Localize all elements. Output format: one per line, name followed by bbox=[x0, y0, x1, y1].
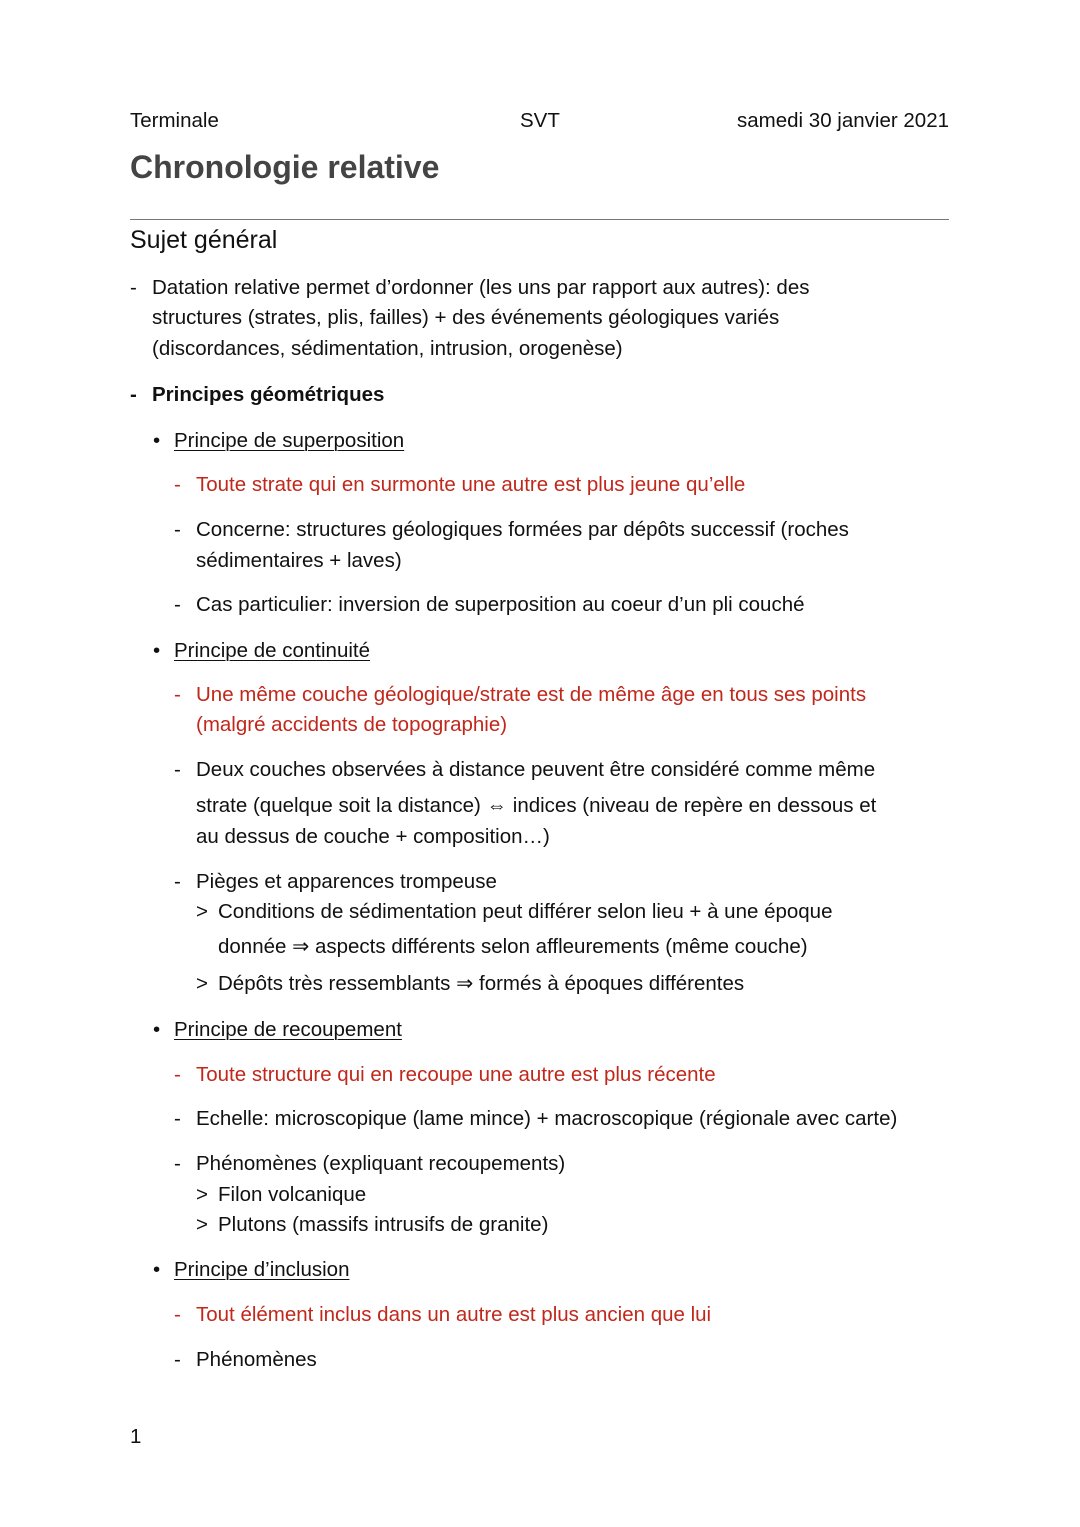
note-line: Pièges et apparences trompeuse bbox=[196, 870, 497, 893]
note-line: Phénomènes bbox=[196, 1348, 317, 1371]
sub-note-line: Conditions de sédimentation peut différer selon lieu + à une époque bbox=[218, 900, 833, 923]
dash-marker: - bbox=[174, 683, 181, 706]
sub-note-line: Plutons (massifs intrusifs de granite) bbox=[218, 1213, 549, 1236]
principle-title: Principe d’inclusion bbox=[174, 1258, 350, 1281]
dash-marker: - bbox=[174, 1152, 181, 1175]
dash-marker: - bbox=[174, 870, 181, 893]
principle-statement: Tout élément inclus dans un autre est plus ancien que lui bbox=[196, 1303, 712, 1326]
page-title: Chronologie relative bbox=[130, 149, 440, 185]
note-line: au dessus de couche + composition…) bbox=[196, 825, 550, 848]
principle-statement: Toute strate qui en surmonte une autre est plus jeune qu’elle bbox=[196, 473, 746, 496]
header-subject: SVT bbox=[520, 109, 560, 132]
subheading: Principes géométriques bbox=[152, 383, 385, 406]
divider bbox=[130, 219, 949, 220]
sub-note-line: donnée ⇒ aspects différents selon affleurements (même couche) bbox=[218, 935, 808, 958]
bullet-marker: • bbox=[153, 1258, 161, 1281]
principle-statement: Toute structure qui en recoupe une autre est plus récente bbox=[196, 1063, 716, 1086]
note-line: Cas particulier: inversion de superposition au coeur d’un pli couché bbox=[196, 593, 805, 616]
dash-marker: - bbox=[130, 383, 137, 406]
dash-marker: - bbox=[174, 1063, 181, 1086]
sub-note-line: Dépôts très ressemblants ⇒ formés à époques différentes bbox=[218, 972, 745, 995]
arrow-marker: > bbox=[196, 972, 208, 995]
principle-statement: Une même couche géologique/strate est de même âge en tous ses points bbox=[196, 683, 867, 706]
note-line: strate (quelque soit la distance) ⇔ indices (niveau de repère en dessous et bbox=[196, 794, 877, 817]
principle-title: Principe de superposition bbox=[174, 429, 405, 452]
dash-marker: - bbox=[174, 758, 181, 781]
arrow-marker: > bbox=[196, 1213, 208, 1236]
bullet-marker: • bbox=[153, 1018, 161, 1041]
note-line: sédimentaires + laves) bbox=[196, 549, 402, 572]
page-number: 1 bbox=[130, 1425, 142, 1448]
note-line: Echelle: microscopique (lame mince) + macroscopique (régionale avec carte) bbox=[196, 1107, 898, 1130]
principle-title: Principe de continuité bbox=[174, 639, 371, 662]
dash-marker: - bbox=[130, 276, 137, 299]
intro-line: Datation relative permet d’ordonner (les uns par rapport aux autres): des bbox=[152, 276, 810, 299]
dash-marker: - bbox=[174, 1107, 181, 1130]
note-line: Phénomènes (expliquant recoupements) bbox=[196, 1152, 566, 1175]
dash-marker: - bbox=[174, 1348, 181, 1371]
note-line: Concerne: structures géologiques formées par dépôts successif (roches bbox=[196, 518, 849, 541]
arrow-marker: > bbox=[196, 1183, 208, 1206]
bullet-marker: • bbox=[153, 429, 161, 452]
intro-line: (discordances, sédimentation, intrusion, orogenèse) bbox=[152, 337, 623, 360]
note-line: Deux couches observées à distance peuvent être considéré comme même bbox=[196, 758, 876, 781]
intro-line: structures (strates, plis, failles) + des événements géologiques variés bbox=[152, 306, 780, 329]
header-class: Terminale bbox=[130, 109, 219, 132]
section-title: Sujet général bbox=[130, 226, 278, 254]
dash-marker: - bbox=[174, 518, 181, 541]
dash-marker: - bbox=[174, 1303, 181, 1326]
principle-statement: (malgré accidents de topographie) bbox=[196, 713, 508, 736]
principle-title: Principe de recoupement bbox=[174, 1018, 402, 1041]
arrow-marker: > bbox=[196, 900, 208, 923]
bullet-marker: • bbox=[153, 639, 161, 662]
sub-note-line: Filon volcanique bbox=[218, 1183, 367, 1206]
dash-marker: - bbox=[174, 593, 181, 616]
dash-marker: - bbox=[174, 473, 181, 496]
header-date: samedi 30 janvier 2021 bbox=[737, 109, 949, 132]
